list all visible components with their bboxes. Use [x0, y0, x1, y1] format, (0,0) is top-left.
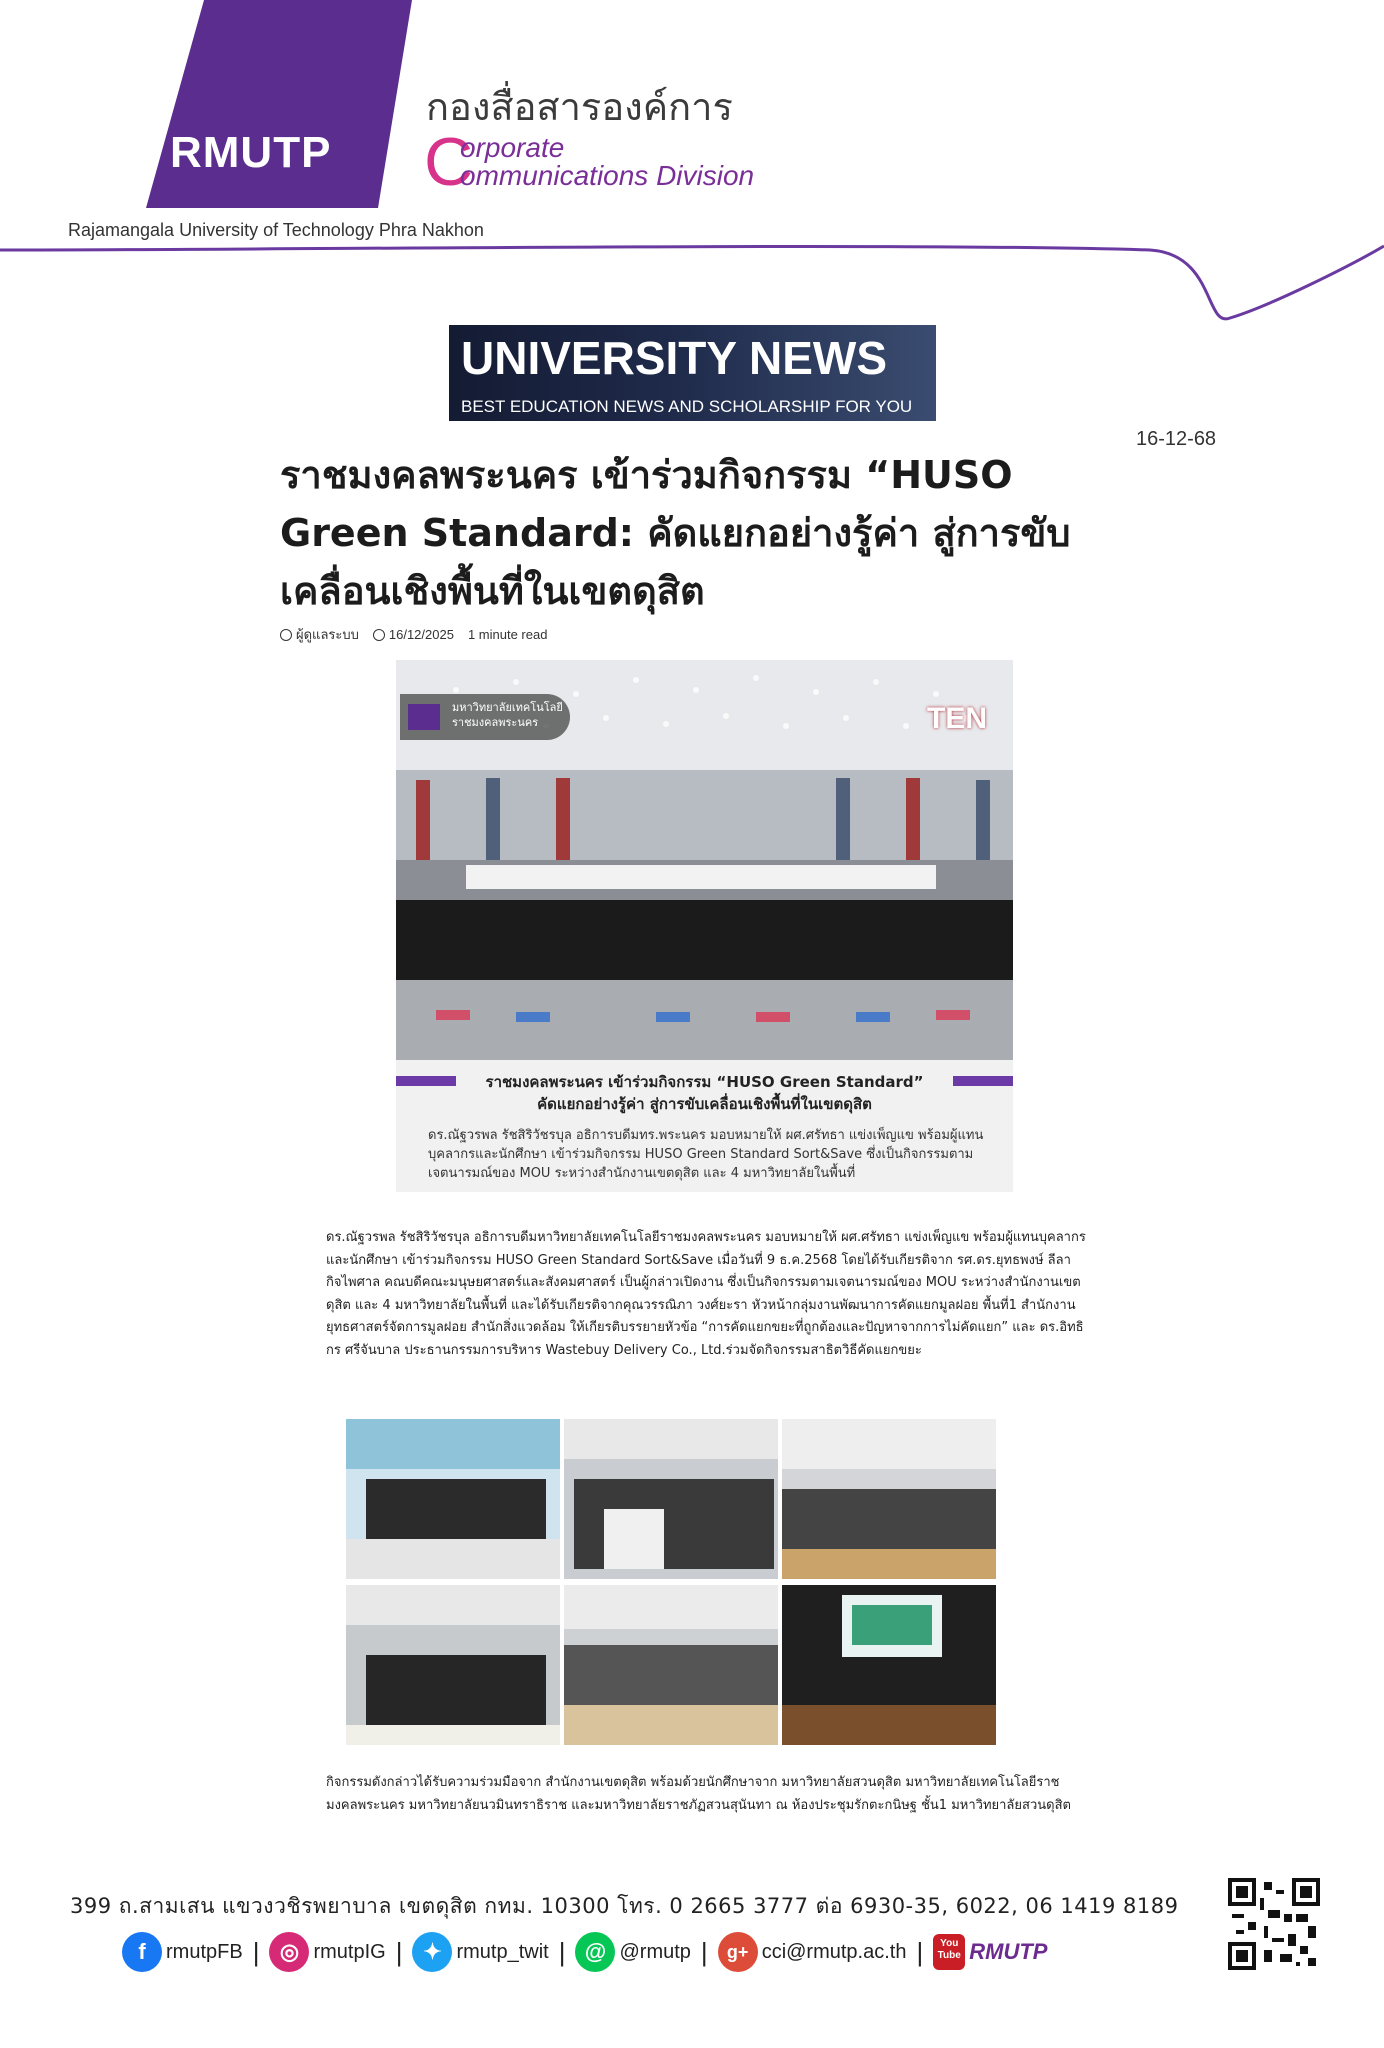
gallery-photo	[782, 1585, 996, 1745]
university-badge	[400, 694, 570, 740]
twitter-icon: ✦	[412, 1932, 452, 1972]
social-label: rmutpIG	[313, 1940, 386, 1963]
department-line-2: ommunications Division	[460, 160, 755, 191]
hero-image	[396, 660, 1013, 1192]
publish-date-text: 16/12/2025	[388, 627, 454, 642]
user-icon	[280, 629, 292, 641]
banner-subtitle: BEST EDUCATION NEWS AND SCHOLARSHIP FOR YOU	[461, 397, 913, 416]
social-links	[122, 1932, 1047, 1972]
social-label: rmutp_twit	[456, 1940, 549, 1963]
youtube-top: You	[940, 1938, 959, 1949]
clock-icon	[373, 629, 385, 641]
department-english-name	[424, 124, 844, 200]
separator: |	[395, 1936, 403, 1967]
department-initial: C	[424, 124, 474, 200]
gallery-photo	[782, 1419, 996, 1579]
gallery-photo	[346, 1419, 560, 1579]
gallery-photo	[346, 1585, 560, 1745]
department-line-1: orporate	[460, 132, 565, 163]
hero-caption-title: ราชมงคลพระนคร เข้าร่วมกิจกรรม “HUSO Green Standard”	[485, 1073, 924, 1091]
author-name: ผู้ดูแลระบบ	[296, 627, 359, 642]
badge-logo	[408, 704, 440, 730]
separator: |	[558, 1936, 566, 1967]
university-name: Rajamangala University of Technology Phra Nakhon	[68, 220, 484, 240]
article-headline: ราชมงคลพระนคร เข้าร่วมกิจกรรม “HUSO Green Standard: คัดแยกอย่างรู้ค่า สู่การขับเคลื่อนเชิงพื้นที่ในเขตดุสิต	[280, 453, 1071, 613]
photo-audience-seated	[782, 1419, 996, 1579]
photo-grid	[346, 1419, 996, 1745]
social-youtube[interactable]	[933, 1934, 1047, 1970]
article-meta	[280, 624, 547, 645]
badge-line-2: ราชมงคลพระนคร	[452, 716, 539, 729]
google-plus-icon: g+	[718, 1932, 758, 1972]
university-news-banner	[449, 325, 936, 421]
social-twitter[interactable]	[412, 1932, 548, 1972]
social-instagram[interactable]	[269, 1932, 385, 1972]
read-time: 1 minute read	[467, 627, 548, 642]
author[interactable]	[280, 624, 359, 645]
social-label: @rmutp	[619, 1940, 691, 1963]
photo-audience-front	[564, 1419, 778, 1579]
youtube-bottom: Tube	[937, 1950, 961, 1961]
gallery-photo	[564, 1585, 778, 1745]
photo-audience-wide	[564, 1585, 778, 1745]
photo-executives-seated	[346, 1585, 560, 1745]
separator: |	[700, 1936, 708, 1967]
social-label: cci@rmutp.ac.th	[761, 1940, 907, 1963]
article-paragraph-2: กิจกรรมดังกล่าวได้รับความร่วมมือจาก สำนักงานเขตดุสิต พร้อมด้วยนักศึกษาจาก มหาวิทยาลัยสวนดุสิต มหาวิทยาลัยเทคโนโลยีราชมงคลพระนคร มหาวิทยาลัยนวมินทราธิราช และมหาวิทยาลัยราชภัฏสวนสุนันทา ณ ห้องประชุมรักตะกนิษฐ ชั้น1 มหาวิทยาลัยสวนดุสิต	[326, 1775, 1071, 1813]
qr-code	[1228, 1878, 1320, 1970]
social-label: rmutpFB	[166, 1940, 243, 1963]
facebook-icon: f	[122, 1932, 162, 1972]
banner-title: UNIVERSITY NEWS	[461, 332, 887, 384]
photo-group-stage	[346, 1419, 560, 1579]
hero-caption-subtitle: คัดแยกอย่างรู้ค่า สู่การขับเคลื่อนเชิงพื้นที่ในเขตดุสิต	[537, 1095, 872, 1113]
line-icon: @	[575, 1932, 615, 1972]
youtube-brand: RMUTP	[969, 1939, 1048, 1964]
social-line[interactable]	[575, 1932, 690, 1972]
youtube-icon	[933, 1934, 965, 1970]
article-paragraph-1: ดร.ณัฐวรพล รัชสิริวัชรบุล อธิการบดีมหาวิทยาลัยเทคโนโลยีราชมงคลพระนคร มอบหมายให้ ผศ.ศรัทธา แข่งเพ็ญแข พร้อมผู้แทนบุคลากรและนักศึกษา เข้าร่วมกิจกรรม HUSO Green Standard Sort&Save เมื่อวันที่ 9 ธ.ค.2568 โดยได้รับเกียรติจาก รศ.ดร.ยุทธพงษ์ ลีลากิจไพศาล คณบดีคณะมนุษยศาสตร์และสังคมศาสตร์ เป็นผู้กล่าวเปิดงาน ซึ่งเป็นกิจกรรมตามเจตนารมณ์ของ MOU ระหว่างสำนักงานเขตดุสิต และ 4 มหาวิทยาลัยในพื้นที่ และได้รับเกียรติจากคุณวรรณิภา วงศ์ยะรา หัวหน้ากลุ่มงานพัฒนาการคัดแยกมูลฝอย พื้นที่1 สำนักงานยุทธศาสตร์จัดการมูลฝอย สำนักสิ่งแวดล้อม ให้เกียรติบรรยายหัวข้อ “การคัดแยกขยะที่ถูกต้องและปัญหาจากการไม่คัดแยก” และ ดร.อิทธิกร ศรีจันบาล ประธานกรรมการบริหาร Wastebuy Delivery Co., Ltd.ร่วมจัดกิจกรรมสาธิตวิธีคัดแยกขยะ	[326, 1230, 1086, 1358]
separator: |	[916, 1936, 924, 1967]
instagram-icon: ◎	[269, 1932, 309, 1972]
social-facebook[interactable]	[122, 1932, 243, 1972]
department-thai-name: กองสื่อสารองค์การ	[426, 85, 733, 129]
badge-line-1: มหาวิทยาลัยเทคโนโลยี	[452, 701, 563, 714]
gallery-photo	[564, 1419, 778, 1579]
date-stamp: 16-12-68	[1136, 428, 1217, 450]
footer-address: 399 ถ.สามเสน แขวงวชิรพยาบาล เขตดุสิต กทม. 10300 โทร. 0 2665 3777 ต่อ 6930-35, 6022, 06 1419 8189	[70, 1894, 1179, 1918]
rmutp-logo	[146, 0, 426, 208]
publish-date	[373, 627, 454, 642]
hero-caption-body: ดร.ณัฐวรพล รัชสิริวัชรบุล อธิการบดีมทร.พระนคร มอบหมายให้ ผศ.ศรัทธา แข่งเพ็ญแข พร้อมผู้แทนบุคลากรและนักศึกษา เข้าร่วมกิจกรรม HUSO Green Standard Sort&Save ซึ่งเป็นกิจกรรมตามเจตนารมณ์ของ MOU ระหว่างสำนักงานเขตดุสิต และ 4 มหาวิทยาลัยในพื้นที่	[428, 1128, 984, 1181]
social-email[interactable]	[718, 1932, 907, 1972]
ten-logo: TEN	[927, 702, 987, 735]
logo-text: RMUTP	[170, 128, 332, 177]
header-swoosh-line	[0, 236, 1384, 326]
separator: |	[252, 1936, 260, 1967]
photo-stage-presentation	[782, 1585, 996, 1745]
